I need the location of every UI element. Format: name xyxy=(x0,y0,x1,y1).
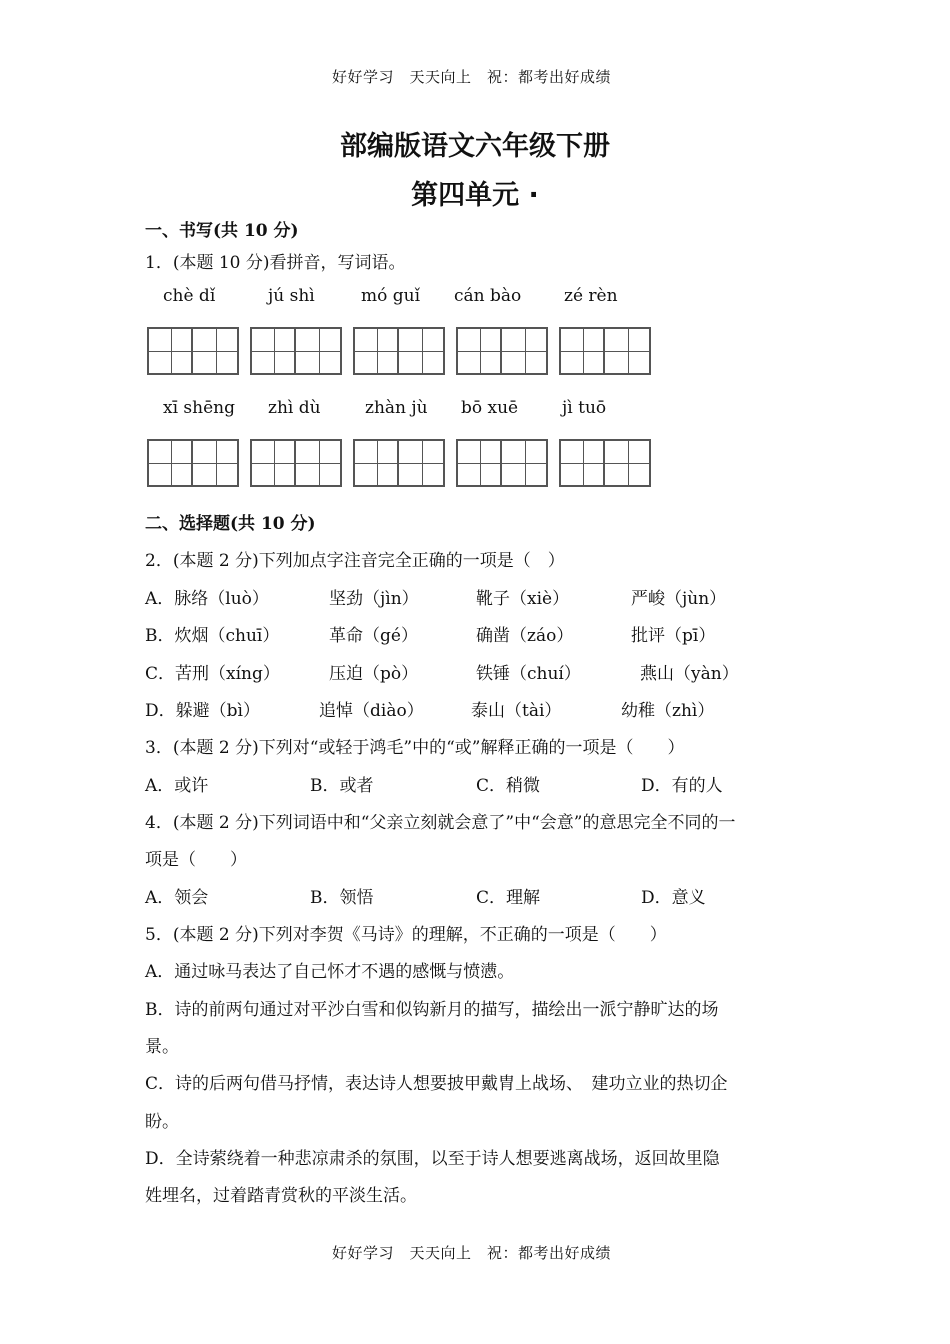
q4-option-d: D．意义 xyxy=(641,888,706,908)
pinyin-1-2: jú shì xyxy=(268,286,315,306)
q4-option-a: A．领会 xyxy=(145,888,209,908)
page-title: 部编版语文六年级下册 xyxy=(340,131,610,162)
page-subtitle: 第四单元 · xyxy=(411,180,539,211)
writing-box[interactable] xyxy=(147,439,239,487)
q4-option-b: B．领悟 xyxy=(310,888,374,908)
pinyin-2-2: zhì dù xyxy=(268,398,321,418)
page-header: 好好学习 天天向上 祝：都考出好成绩 xyxy=(332,68,612,86)
q5-option-d: D．全诗萦绕着一种悲凉肃杀的氛围，以至于诗人想要逃离战场，返回故里隐 xyxy=(145,1149,720,1169)
writing-box[interactable] xyxy=(147,327,239,375)
writing-box[interactable] xyxy=(559,327,651,375)
q4-option-c: C．理解 xyxy=(476,888,541,908)
q2-option-a-3: 靴子（xiè） xyxy=(476,589,570,609)
q3-option-b: B．或者 xyxy=(310,776,374,796)
question-4-stem: 4．(本题 2 分)下列词语中和“父亲立刻就会意了”中“会意”的意思完全不同的一 xyxy=(145,813,736,833)
pinyin-2-5: jì tuō xyxy=(562,398,607,418)
writing-grid-row-2 xyxy=(147,439,657,487)
q2-option-a-4: 严峻（jùn） xyxy=(631,589,727,609)
pinyin-2-1: xī shēng xyxy=(163,398,235,418)
q5-option-c-cont: 盼。 xyxy=(145,1112,179,1132)
question-4-stem-cont: 项是（ ） xyxy=(145,850,247,870)
q2-option-c-3: 铁锤（chuí） xyxy=(476,664,581,684)
q2-option-a-1: A．脉络（luò） xyxy=(145,589,269,609)
q2-option-c-4: 燕山（yàn） xyxy=(640,664,739,684)
q5-option-b-cont: 景。 xyxy=(145,1037,179,1057)
section1-heading: 一、书写(共 10 分) xyxy=(145,221,299,241)
q2-option-d-2: 追悼（diào） xyxy=(319,701,424,721)
q2-option-b-3: 确凿（záo） xyxy=(476,626,574,646)
q2-option-d-4: 幼稚（zhì） xyxy=(621,701,715,721)
q2-option-d-1: D．躲避（bì） xyxy=(145,701,260,721)
question-5-stem: 5．(本题 2 分)下列对李贺《马诗》的理解，不正确的一项是（ ） xyxy=(145,925,667,945)
pinyin-1-3: mó guǐ xyxy=(361,286,421,306)
writing-box[interactable] xyxy=(353,439,445,487)
writing-box[interactable] xyxy=(456,439,548,487)
q5-option-c: C．诗的后两句借马抒情，表达诗人想要披甲戴胄上战场、 建功立业的热切企 xyxy=(145,1074,728,1094)
q2-option-b-2: 革命（gé） xyxy=(329,626,418,646)
pinyin-1-5: zé rèn xyxy=(564,286,618,306)
pinyin-2-3: zhàn jù xyxy=(365,398,428,418)
q3-option-d: D．有的人 xyxy=(641,776,723,796)
q2-option-b-1: B．炊烟（chuī） xyxy=(145,626,280,646)
q2-option-c-2: 压迫（pò） xyxy=(329,664,419,684)
q3-option-a: A．或许 xyxy=(145,776,209,796)
writing-box[interactable] xyxy=(353,327,445,375)
section2-heading: 二、选择题(共 10 分) xyxy=(145,514,316,534)
q3-option-c: C．稍微 xyxy=(476,776,541,796)
pinyin-2-4: bō xuē xyxy=(461,398,519,418)
q2-option-d-3: 泰山（tài） xyxy=(471,701,562,721)
question-3-stem: 3．(本题 2 分)下列对“或轻于鸿毛”中的“或”解释正确的一项是（ ） xyxy=(145,738,685,758)
writing-box[interactable] xyxy=(250,439,342,487)
question-1-stem: 1．(本题 10 分)看拼音，写词语。 xyxy=(145,253,406,273)
writing-grid-row-1 xyxy=(147,327,657,375)
writing-box[interactable] xyxy=(559,439,651,487)
q2-option-c-1: C．苦刑（xíng） xyxy=(145,664,280,684)
question-2-stem: 2．(本题 2 分)下列加点字注音完全正确的一项是（ ） xyxy=(145,551,565,571)
pinyin-1-4: cán bào xyxy=(454,286,522,306)
q2-option-a-2: 坚劲（jìn） xyxy=(329,589,419,609)
q5-option-b: B．诗的前两句通过对平沙白雪和似钩新月的描写，描绘出一派宁静旷达的场 xyxy=(145,1000,719,1020)
writing-box[interactable] xyxy=(456,327,548,375)
pinyin-1-1: chè dǐ xyxy=(163,286,216,306)
writing-box[interactable] xyxy=(250,327,342,375)
q5-option-a: A．通过咏马表达了自己怀才不遇的感慨与愤懑。 xyxy=(145,962,515,982)
q2-option-b-4: 批评（pī） xyxy=(631,626,716,646)
q5-option-d-cont: 姓埋名，过着踏青赏秋的平淡生活。 xyxy=(145,1186,417,1206)
page-footer: 好好学习 天天向上 祝：都考出好成绩 xyxy=(332,1244,612,1262)
